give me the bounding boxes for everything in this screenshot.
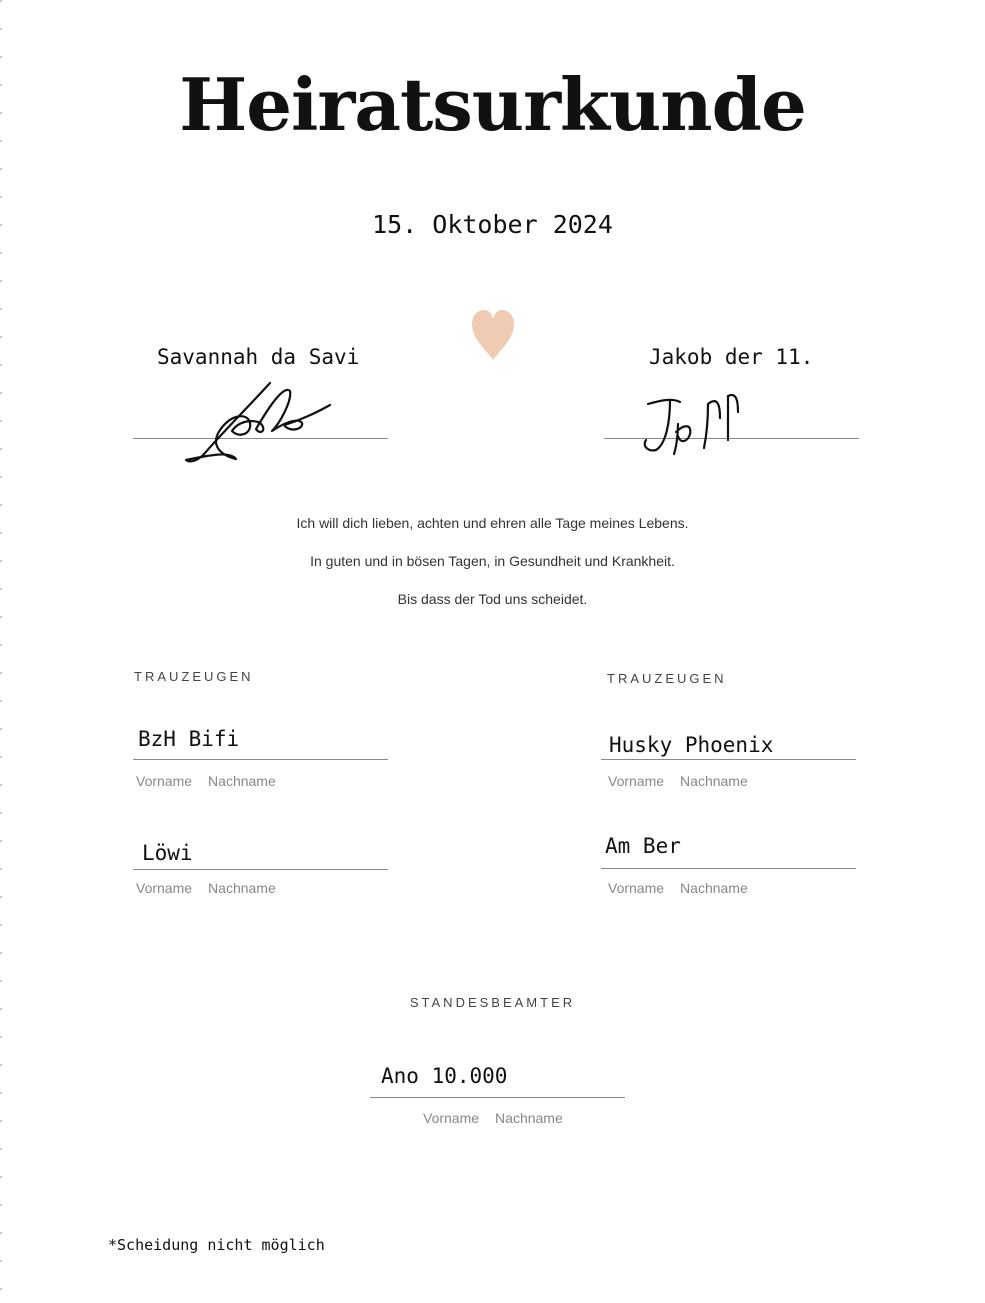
vow-line-2: In guten und in bösen Tagen, in Gesundheit und Krankheit. bbox=[310, 553, 675, 569]
registrar-labels: Vorname Nachname bbox=[423, 1110, 563, 1126]
witness-right-1-labels: Vorname Nachname bbox=[608, 773, 748, 789]
witness-left-1-line bbox=[133, 759, 388, 760]
wedding-date: 15. Oktober 2024 bbox=[372, 210, 613, 239]
vow-line-3: Bis dass der Tod uns scheidet. bbox=[397, 591, 588, 607]
witness-right-2-line bbox=[601, 868, 856, 869]
witness-left-2-line bbox=[133, 869, 388, 870]
witness-right-1-line bbox=[601, 759, 856, 760]
footnote: *Scheidung nicht möglich bbox=[108, 1236, 325, 1254]
document-title: Heiratsurkunde bbox=[179, 62, 806, 147]
witnesses-left-heading: TRAUZEUGEN bbox=[134, 669, 254, 684]
witnesses-right-heading: TRAUZEUGEN bbox=[607, 671, 727, 686]
witness-right-2-name: Am Ber bbox=[605, 834, 681, 858]
witness-left-2-labels: Vorname Nachname bbox=[136, 880, 276, 896]
witness-left-2-name: Löwi bbox=[142, 841, 193, 865]
witness-right-1-name: Husky Phoenix bbox=[609, 733, 774, 757]
witness-left-1-name: BzH Bifi bbox=[138, 727, 240, 751]
registrar-line bbox=[370, 1097, 625, 1098]
witness-right-2-labels: Vorname Nachname bbox=[608, 880, 748, 896]
groom-signature bbox=[636, 388, 826, 478]
registrar-heading: STANDESBEAMTER bbox=[409, 995, 576, 1010]
page-edge-ticks bbox=[0, 0, 6, 1303]
registrar-name: Ano 10.000 bbox=[381, 1064, 508, 1088]
groom-name: Jakob der 11. bbox=[649, 345, 814, 369]
bride-signature bbox=[180, 375, 370, 465]
vow-line-1: Ich will dich lieben, achten und ehren alle Tage meines Lebens. bbox=[296, 515, 689, 531]
bride-name: Savannah da Savi bbox=[157, 345, 360, 369]
heart-icon bbox=[470, 308, 516, 362]
witness-left-1-labels: Vorname Nachname bbox=[136, 773, 276, 789]
